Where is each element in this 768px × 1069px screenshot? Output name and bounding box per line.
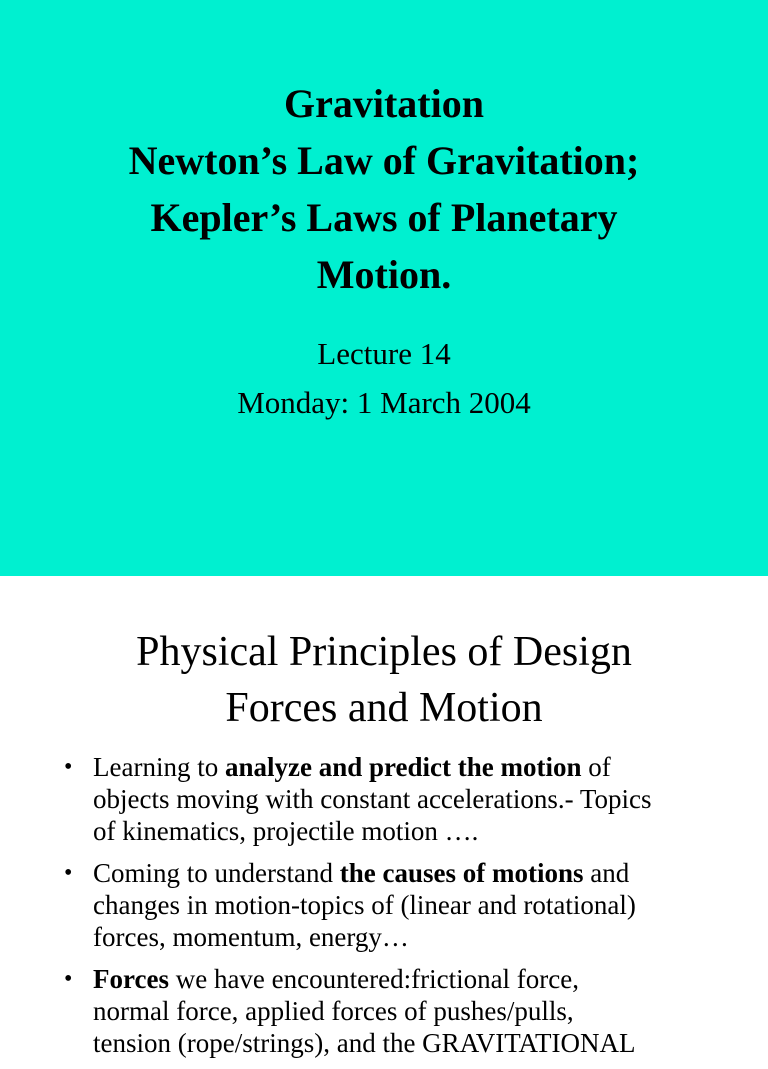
lecture-date: Monday: 1 March 2004 — [237, 385, 531, 420]
bullet-item — [0, 963, 768, 1059]
bold-text-run: Forces — [93, 964, 169, 994]
bullet-line — [93, 751, 728, 783]
bullet-line — [93, 963, 728, 995]
lecture-number: Lecture 14 — [317, 336, 451, 371]
slide-title — [0, 75, 768, 303]
bullet-icon: • — [64, 860, 73, 886]
bullet-icon: • — [64, 754, 73, 780]
title-line: Forces and Motion — [225, 685, 543, 731]
title-line: Newton’s Law of Gravitation; — [128, 138, 640, 183]
bullet-line — [93, 857, 728, 889]
text-run: and — [583, 858, 630, 888]
bullet-item — [0, 857, 768, 953]
bullet-line: forces, momentum, energy… — [93, 922, 409, 952]
bullet-line: normal force, applied forces of pushes/pulls, — [93, 996, 574, 1026]
text-run: Learning to — [93, 752, 225, 782]
bullet-line: changes in motion-topics of (linear and rotational) — [93, 890, 636, 920]
bold-text-run: the causes of motions — [339, 858, 584, 888]
content-slide — [0, 576, 768, 1058]
text-run: we have encountered:frictional force, — [168, 964, 580, 994]
bold-text-run: analyze and predict the motion — [224, 752, 582, 782]
title-line: Kepler’s Laws of Planetary — [150, 195, 618, 240]
slide-title — [0, 624, 768, 736]
text-run: Coming to understand — [93, 858, 340, 888]
title-line: Physical Principles of Design — [136, 629, 632, 675]
bullet-list — [0, 751, 768, 1069]
title-line: Gravitation — [284, 81, 484, 126]
bullet-line: tension (rope/strings), and the GRAVITATIONAL — [93, 1028, 636, 1058]
bullet-icon: • — [64, 966, 73, 992]
bullet-line: of kinematics, projectile motion …. — [93, 816, 479, 846]
title-line: Motion. — [316, 252, 452, 297]
bullet-item — [0, 751, 768, 847]
text-run: of — [581, 752, 611, 782]
bullet-line: objects moving with constant accelerations.- Topics — [93, 784, 652, 814]
